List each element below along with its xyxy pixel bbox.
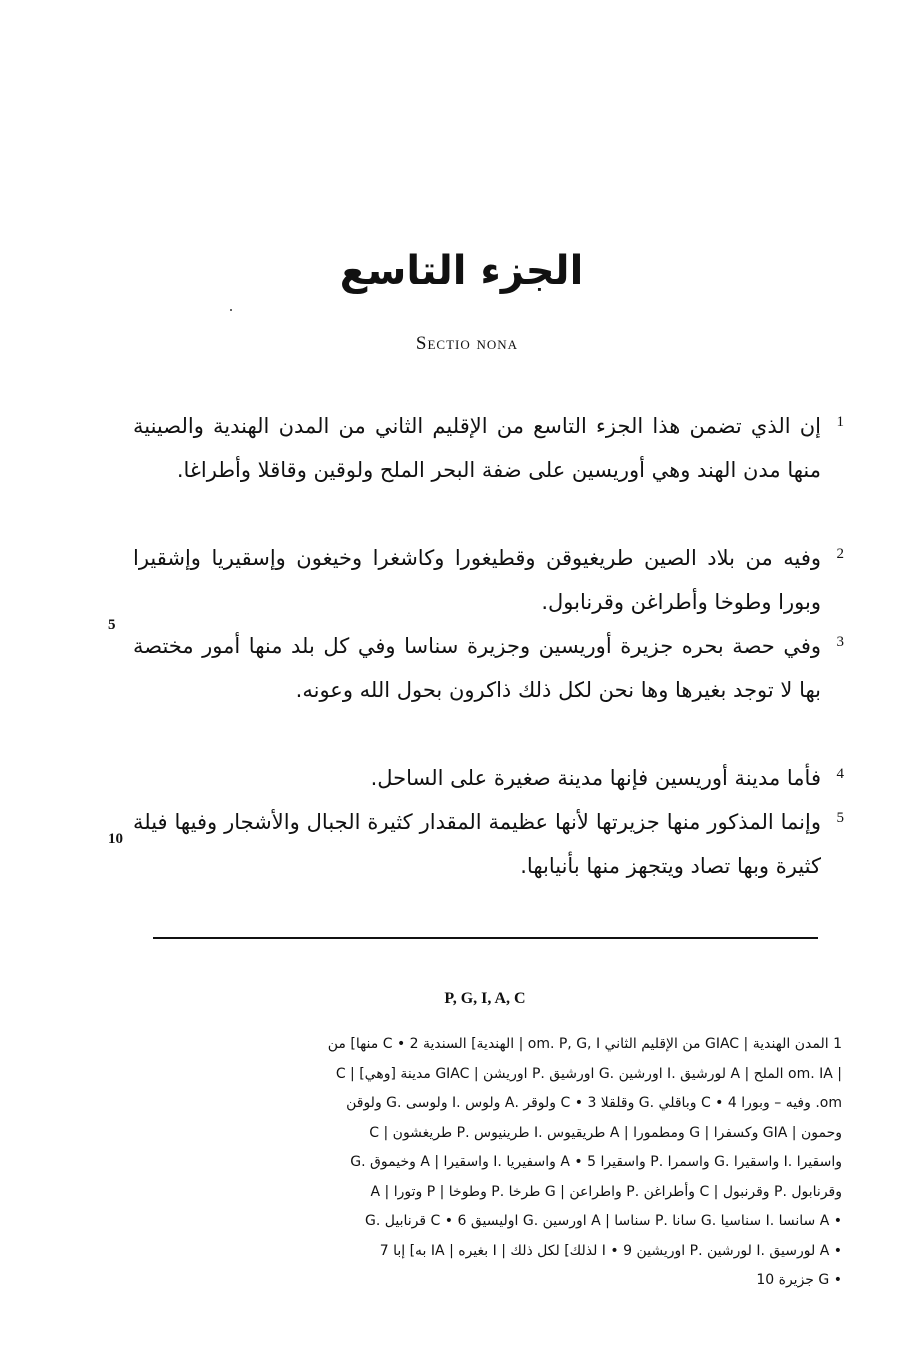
apparatus-line: وقرنابول .P وقرنبول | C وأطراغن .P واطراعن | G طرخا .P وطوخا | P وتورا | A xyxy=(370,1183,842,1200)
apparatus-line: om. وفيه – وبورا 4 • C وباقلي .G وقلقلا 3 • C ولوقر .A ولوس .I ولوسى .G ولوقن xyxy=(346,1095,842,1111)
line-number: 5 xyxy=(108,617,116,633)
apparatus-line: 1 المدن الهندية | GIAC من الإقليم الثاني om. P, G, I | الهندية] السندية C • 2 منها] من xyxy=(327,1036,842,1052)
paragraph-text: إن الذي تضمن هذا الجزء التاسع من الإقليم الثاني من المدن الهندية والصينية منها مدن الهند وهي أوريسين على ضفة البحر الملح ولوقين وقاقلا وأطراغا. xyxy=(133,414,821,482)
paragraph-number: 4 xyxy=(836,766,844,782)
paragraph-text: وفيه من بلاد الصين طريغيوقن وقطيغورا وكاشغرا وخيغون وإسقيريا وإشقيرا وبورا وطوخا وأطراغن وقرنابول. xyxy=(133,546,821,614)
print-speck xyxy=(230,309,232,311)
apparatus-line: • A سانسا .I سناسيا .G سانا .P سناسا | A اورسين .G اوليسيق 6 • C قرنابيل .G xyxy=(365,1213,842,1229)
paragraph-text: وإنما المذكور منها جزيرتها لأنها عظيمة المقدار كثيرة الجبال والأشجار وفيها فيلة كثيرة وبها تصاد ويتجهز منها بأنيابها. xyxy=(133,810,821,878)
paragraph-number: 5 xyxy=(836,810,844,826)
manuscript-sigla: P, G, I, A, C xyxy=(444,990,526,1007)
apparatus-line: • G جزيرة 10 xyxy=(756,1272,842,1288)
paragraph-text: فأما مدينة أوريسين فإنها مدينة صغيرة على الساحل. xyxy=(370,766,821,790)
apparatus-line: • A لورسيق .I لورشين .P اوريشين 9 • I لذلك] لكل ذلك | I بغيره | IA به] إبا 7 xyxy=(379,1242,842,1259)
critical-apparatus xyxy=(152,1030,842,1296)
line-number: 10 xyxy=(108,831,123,847)
paragraph-text: وفي حصة بحره جزيرة أوريسين وجزيرة سناسا وفي كل بلد منها أمور مختصة بها لا توجد بغيرها وها نحن لكل ذلك ذاكرون بحول الله وعونه. xyxy=(133,634,821,702)
arabic-section-title: الجزء التاسع xyxy=(339,248,584,294)
paragraph-number: 1 xyxy=(836,414,844,430)
apparatus-line: | om. IA الملح | A لورشيق .I اورشين .G اورشيق .P اوريشن | GIAC مدينة [وهي] | C xyxy=(335,1065,842,1082)
apparatus-line: واسقيرا .I واسقيرا .G واسمرا .P واسقيرا 5 • A واسفيريا .I واسقيرا | A وخيموق .G xyxy=(350,1154,842,1170)
paragraph-number: 3 xyxy=(836,634,844,650)
paragraph-number: 2 xyxy=(836,546,844,562)
footnote-rule xyxy=(153,937,818,939)
apparatus-line: وحمون | GIA وكسفرا | G ومطمورا | A طريقيوس .I طرينيوس .P طريغشون | C xyxy=(369,1124,842,1141)
latin-section-title: Sectio nona xyxy=(415,333,519,354)
